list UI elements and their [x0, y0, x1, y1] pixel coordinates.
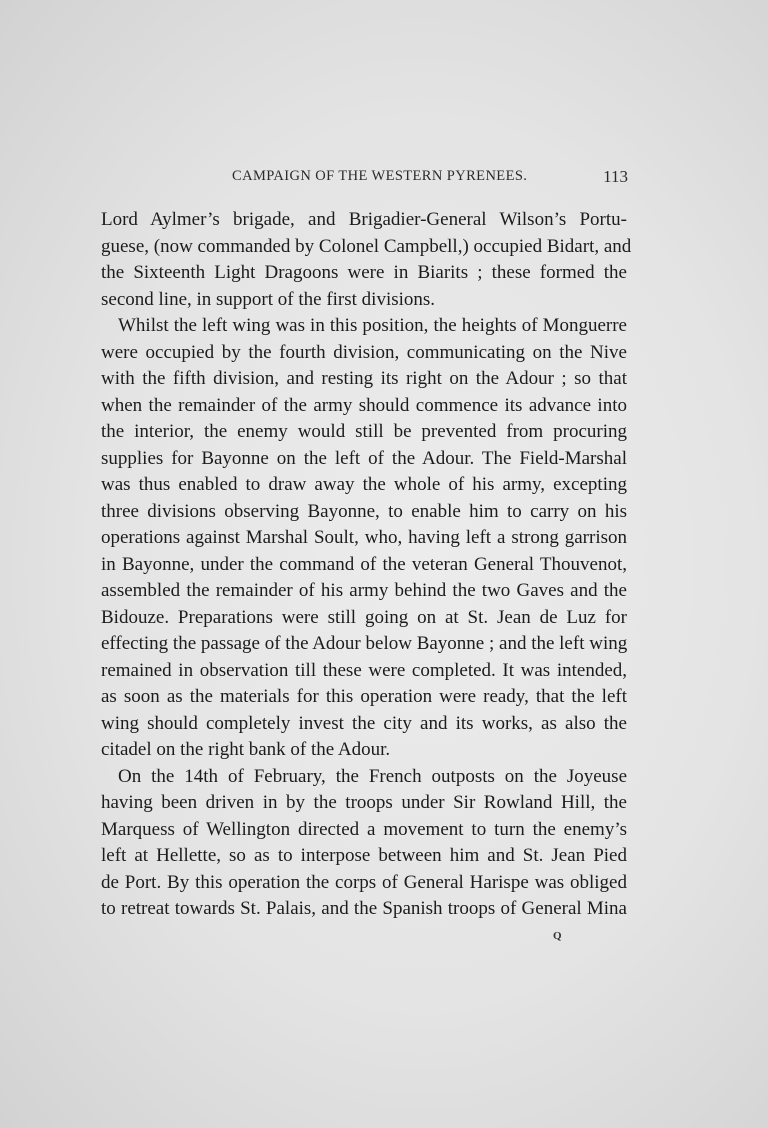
text-line: remained in observation till these were completed. It was intended,	[101, 659, 627, 681]
text-line: wing should completely invest the city and its works, as also the	[101, 712, 627, 734]
signature-mark: Q	[553, 930, 562, 942]
text-line: in Bayonne, under the command of the veteran General Thouvenot,	[101, 553, 627, 575]
text-line: the interior, the enemy would still be prevented from procuring	[101, 421, 627, 442]
text-line: operations against Marshal Soult, who, having left a strong garrison	[101, 527, 627, 548]
text-line: three divisions observing Bayonne, to enable him to carry on his	[101, 500, 627, 522]
running-header	[100, 168, 628, 192]
text-line: Whilst the left wing was in this position, the heights of Monguerre	[118, 315, 627, 336]
text-line: left at Hellette, so as to interpose between him and St. Jean Pied	[101, 845, 627, 866]
text-line: when the remainder of the army should commence its advance into	[101, 394, 627, 416]
text-line: Lord Aylmer’s brigade, and Brigadier-General Wilson’s Portu-	[101, 209, 627, 230]
text-line: citadel on the right bank of the Adour.	[101, 739, 391, 760]
text-line: the Sixteenth Light Dragoons were in Biarits ; these formed the	[101, 262, 627, 283]
text-line: supplies for Bayonne on the left of the Adour. The Field-Marshal	[101, 447, 627, 469]
page-number: 113	[603, 167, 628, 186]
text-line: guese, (now commanded by Colonel Campbell,) occupied Bidart, and	[101, 235, 632, 257]
text-line: was thus enabled to draw away the whole of his army, excepting	[101, 474, 627, 495]
text-line: as soon as the materials for this operation were ready, that the left	[101, 686, 627, 707]
text-line: having been driven in by the troops under Sir Rowland Hill, the	[101, 792, 627, 813]
text-line: Bidouze. Preparations were still going on at St. Jean de Luz for	[101, 606, 627, 628]
text-line: On the 14th of February, the French outposts on the Joyeuse	[118, 765, 627, 787]
text-line: assembled the remainder of his army behind the two Gaves and the	[101, 580, 627, 601]
text-line: effecting the passage of the Adour below Bayonne ; and the left wing	[101, 633, 628, 654]
text-line: were occupied by the fourth division, communicating on the Nive	[101, 341, 627, 363]
text-line: to retreat towards St. Palais, and the Spanish troops of General Mina	[101, 898, 627, 919]
running-title: CAMPAIGN OF THE WESTERN PYRENEES.	[232, 168, 528, 184]
body-text	[101, 207, 632, 923]
text-line: Marquess of Wellington directed a movement to turn the enemy’s	[101, 818, 627, 840]
text-line: with the fifth division, and resting its right on the Adour ; so that	[101, 368, 627, 389]
text-line: de Port. By this operation the corps of General Harispe was obliged	[101, 871, 627, 893]
text-line: second line, in support of the first divisions.	[101, 288, 436, 310]
